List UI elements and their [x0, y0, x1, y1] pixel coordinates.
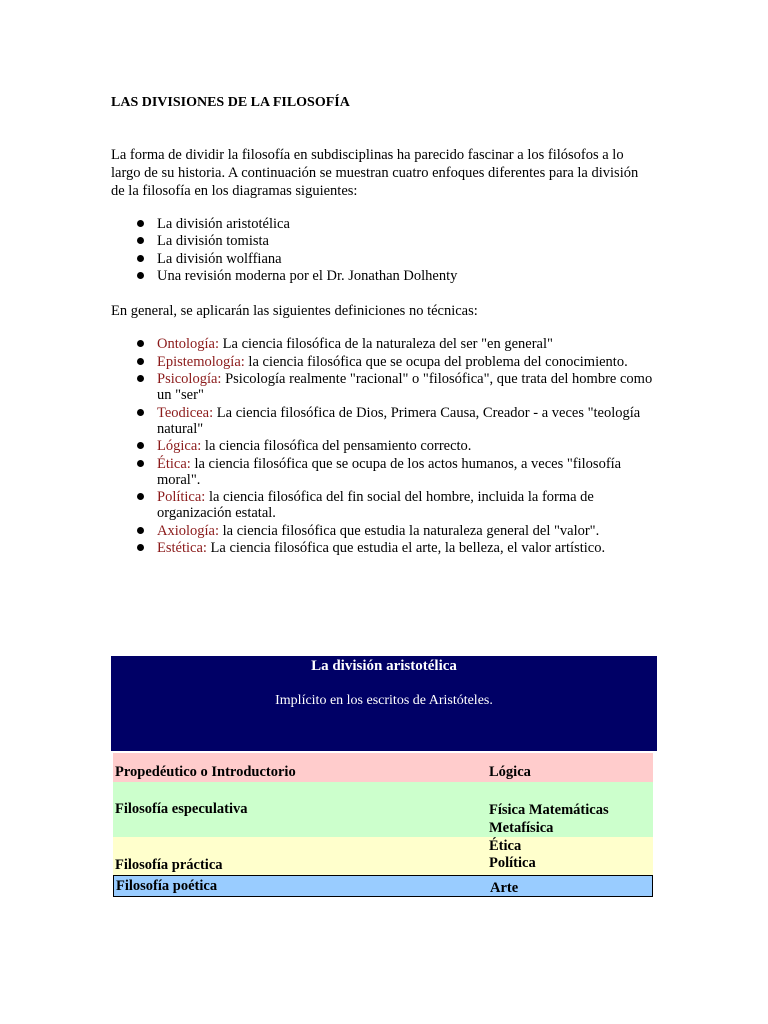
- definition-item: [157, 523, 657, 539]
- definition-item: [157, 489, 657, 521]
- intro-paragraph: La forma de dividir la filosofía en subdisciplinas ha parecido fascinar a los filósofos a lo largo de su historia. A continuación se muestran cuatro enfoques diferentes para la división de la filosofía en los diagramas siguientes:: [111, 147, 639, 199]
- table-row: [113, 837, 653, 875]
- definition-term: Psicología:: [157, 371, 222, 387]
- definition-item: [157, 371, 657, 403]
- division-table-header: [111, 656, 657, 751]
- row-subject: Lógica: [489, 764, 531, 780]
- table-subtitle: Implícito en los escritos de Aristóteles.: [275, 693, 493, 708]
- definition-item: [157, 456, 657, 488]
- definition-text: La ciencia filosófica de la naturaleza del ser "en general": [219, 336, 553, 352]
- general-paragraph: En general, se aplicarán las siguientes definiciones no técnicas:: [111, 303, 478, 319]
- list-item: Una revisión moderna por el Dr. Jonathan Dolhenty: [157, 268, 657, 285]
- row-category: Propedéutico o Introductorio: [115, 764, 296, 780]
- definition-item: [157, 540, 657, 556]
- row-subject: Física Matemáticas: [489, 802, 609, 818]
- definition-term: Epistemología:: [157, 353, 245, 370]
- definition-item: [157, 354, 657, 370]
- row-category: Filosofía práctica: [115, 857, 223, 873]
- definition-term: Estética:: [157, 540, 207, 556]
- row-category: Filosofía poética: [116, 878, 218, 894]
- definition-item: [157, 336, 657, 352]
- list-item: La división tomista: [157, 233, 657, 250]
- definition-text: Psicología realmente "racional" o "filosófica", que trata del hombre como un "ser": [157, 371, 653, 403]
- definition-text: La ciencia filosófica de Dios, Primera Causa, Creador - a veces "teología natural": [157, 404, 641, 437]
- definition-term: Teodicea:: [157, 404, 214, 421]
- page-title: LAS DIVISIONES DE LA FILOSOFÍA: [111, 95, 350, 110]
- row-subject: Política: [489, 855, 536, 871]
- definition-term: Lógica:: [157, 438, 202, 454]
- definition-text: la ciencia filosófica que se ocupa de los actos humanos, a veces "filosofía moral".: [157, 455, 622, 488]
- table-row: [113, 875, 653, 897]
- divisions-list: [157, 216, 657, 285]
- list-item: La división aristotélica: [157, 216, 657, 233]
- definition-item: [157, 405, 657, 437]
- definition-term: Ontología:: [157, 336, 220, 352]
- definition-item: [157, 438, 657, 454]
- definition-term: Política:: [157, 489, 206, 505]
- row-subject: Ética: [489, 838, 522, 854]
- definition-text: La ciencia filosófica que estudia el arte, la belleza, el valor artístico.: [206, 540, 606, 556]
- definition-term: Axiología:: [157, 522, 220, 539]
- row-category: Filosofía especulativa: [115, 801, 248, 817]
- table-row: [113, 753, 653, 782]
- definition-text: la ciencia filosófica del fin social del hombre, incluida la forma de organización estatal.: [157, 489, 594, 521]
- definition-term: Ética:: [157, 455, 191, 472]
- row-subject: Arte: [490, 880, 519, 896]
- table-row: [113, 782, 653, 837]
- definition-text: la ciencia filosófica del pensamiento correcto.: [201, 438, 472, 454]
- list-item: La división wolffiana: [157, 251, 657, 268]
- table-title: La división aristotélica: [311, 658, 457, 674]
- definition-text: la ciencia filosófica que estudia la naturaleza general del "valor".: [219, 522, 600, 539]
- definitions-list: [157, 336, 657, 558]
- row-subject: Metafísica: [489, 820, 554, 836]
- definition-text: la ciencia filosófica que se ocupa del problema del conocimiento.: [244, 353, 628, 370]
